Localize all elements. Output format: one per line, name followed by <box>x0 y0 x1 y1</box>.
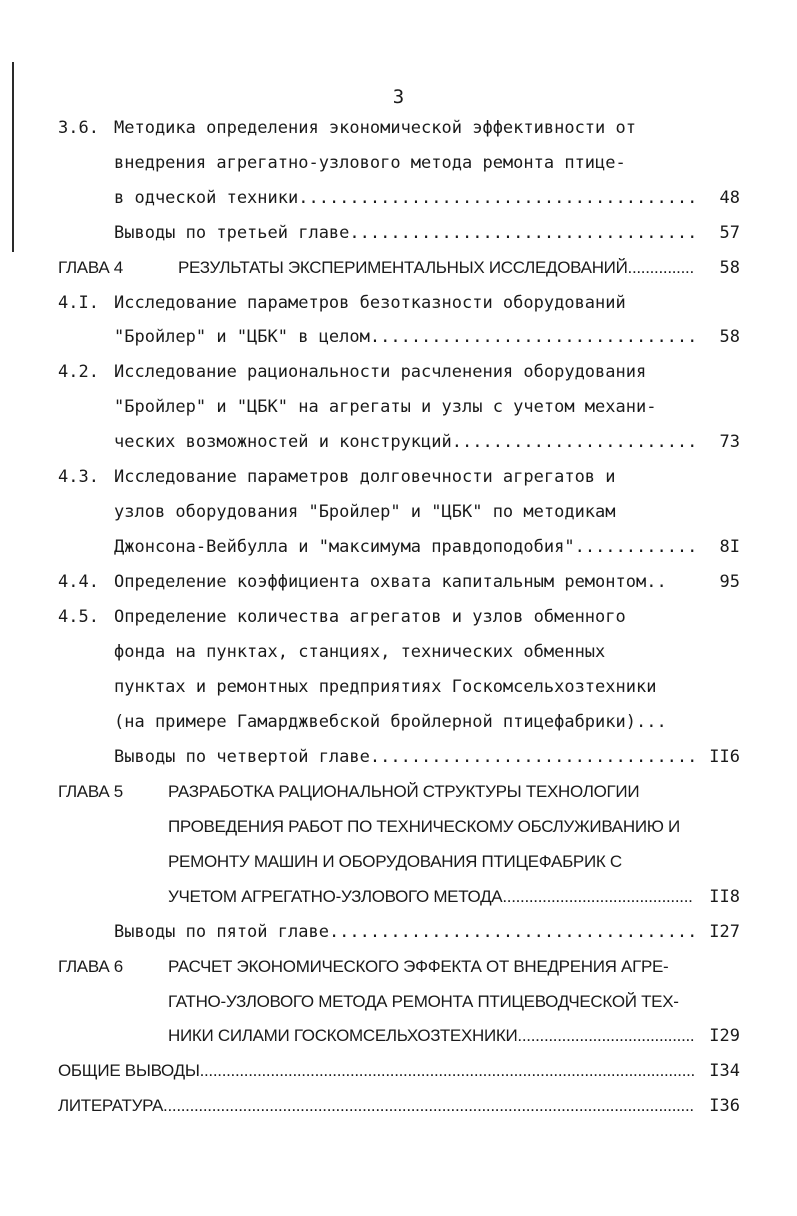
chapter-6-title-line3: НИКИ СИЛАМИ ГОСКОМСЕЛЬХОЗТЕХНИКИ ..... <box>168 1021 694 1051</box>
section-4-5-title-line3: пунктах и ремонтных предприятиях Госкомсельхозтехники <box>114 677 657 697</box>
chapter-6-page: I29 <box>709 1026 740 1046</box>
section-4-2-page: 73 <box>719 432 740 452</box>
leader-dots <box>163 1091 694 1121</box>
chapter-6-title-line1: РАСЧЕТ ЭКОНОМИЧЕСКОГО ЭФФЕКТА ОТ ВНЕДРЕНИЯ АГРЕ- <box>168 957 669 976</box>
page-number: 3 <box>392 86 405 108</box>
leader-dots <box>200 1056 694 1086</box>
section-4-2-title-line3: ческих возможностей и конструкций ..... <box>114 427 694 457</box>
leader-dots <box>452 427 694 457</box>
leader-dots <box>349 218 694 248</box>
section-3-6-title-line3: в одческой техники ..... <box>114 183 694 213</box>
section-number-4-1: 4.I. <box>58 293 99 313</box>
chapter-5-title-line1: РАЗРАБОТКА РАЦИОНАЛЬНОЙ СТРУКТУРЫ ТЕХНОЛОГИИ <box>168 782 640 801</box>
section-4-5-title-line1: Определение количества агрегатов и узлов обменного <box>114 607 626 627</box>
chapter-5-label: ГЛАВА 5 <box>58 782 123 801</box>
section-4-1-title-line1: Исследование параметров безотказности оборудований <box>114 293 626 313</box>
chapter-6-title-line2: ГАТНО-УЗЛОВОГО МЕТОДА РЕМОНТА ПТИЦЕВОДЧЕСКОЙ ТЕХ- <box>168 992 679 1011</box>
literature-page: I36 <box>709 1096 740 1116</box>
leader-dots <box>329 917 694 947</box>
section-3-6-title-line2: внедрения агрегатно-узлового метода ремонта птице- <box>114 153 626 173</box>
general-conclusions: ОБЩИЕ ВЫВОДЫ ..... <box>58 1056 694 1086</box>
section-number-4-2: 4.2. <box>58 362 99 382</box>
leader-dots <box>502 882 694 912</box>
section-4-3-title-line3: Джонсона-Вейбулла и "максимума правдоподобия" ..... <box>114 532 694 562</box>
section-4-2-title-line1: Исследование рациональности расчленения оборудования <box>114 362 647 382</box>
conclusions-ch4-page: II6 <box>709 747 740 767</box>
chapter-4-label: ГЛАВА 4 <box>58 258 123 277</box>
section-4-3-title-line1: Исследование параметров долговечности агрегатов и <box>114 467 616 487</box>
section-4-1-title-line2: "Бройлер" и "ЦБК" в целом ..... <box>114 322 694 352</box>
section-number-4-5: 4.5. <box>58 607 99 627</box>
conclusions-ch5-page: I27 <box>709 922 740 942</box>
leader-dots <box>628 253 694 283</box>
section-4-5-title-line2: фонда на пунктах, станциях, технических обменных <box>114 642 606 662</box>
leader-dots <box>575 532 694 562</box>
leader-dots <box>370 742 694 772</box>
conclusions-ch3: Выводы по третьей главе ..... <box>114 218 694 248</box>
chapter-6-label: ГЛАВА 6 <box>58 957 123 976</box>
conclusions-ch5: Выводы по пятой главе ..... <box>114 917 694 947</box>
chapter-4-page: 58 <box>719 258 740 278</box>
conclusions-ch4: Выводы по четвертой главе ..... <box>114 742 694 772</box>
section-number-4-3: 4.3. <box>58 467 99 487</box>
chapter-5-page: II8 <box>709 887 740 907</box>
section-4-2-title-line2: "Бройлер" и "ЦБК" на агрегаты и узлы с учетом механи- <box>114 397 657 417</box>
literature: ЛИТЕРАТУРА ..... <box>58 1091 694 1121</box>
chapter-5-title-line2: ПРОВЕДЕНИЯ РАБОТ ПО ТЕХНИЧЕСКОМУ ОБСЛУЖИВАНИЮ И <box>168 817 680 836</box>
section-4-4-page: 95 <box>719 572 740 592</box>
section-3-6-title-line1: Методика определения экономической эффективности от <box>114 118 636 138</box>
leader-dots <box>517 1021 694 1051</box>
section-4-3-title-line2: узлов оборудования "Бройлер" и "ЦБК" по методикам <box>114 502 616 522</box>
section-number-3-6: 3.6. <box>58 118 99 138</box>
leader-dots <box>370 322 694 352</box>
section-number-4-4: 4.4. <box>58 572 99 592</box>
section-3-6-page: 48 <box>719 188 740 208</box>
chapter-5-title-line4: УЧЕТОМ АГРЕГАТНО-УЗЛОВОГО МЕТОДА ..... <box>168 882 694 912</box>
chapter-4-title: РЕЗУЛЬТАТЫ ЭКСПЕРИМЕНТАЛЬНЫХ ИССЛЕДОВАНИЙ ..... <box>178 253 694 283</box>
section-4-5-title-line4: (на примере Гамарджвебской бройлерной птицефабрики)... <box>114 712 667 732</box>
conclusions-ch3-page: 57 <box>719 223 740 243</box>
chapter-5-title-line3: РЕМОНТУ МАШИН И ОБОРУДОВАНИЯ ПТИЦЕФАБРИК С <box>168 852 622 871</box>
section-4-3-page: 8I <box>719 537 740 557</box>
general-conclusions-page: I34 <box>709 1061 740 1081</box>
section-4-4-title: Определение коэффициента охвата капитальным ремонтом.. <box>114 572 667 592</box>
leader-dots <box>298 183 694 213</box>
section-4-1-page: 58 <box>719 327 740 347</box>
